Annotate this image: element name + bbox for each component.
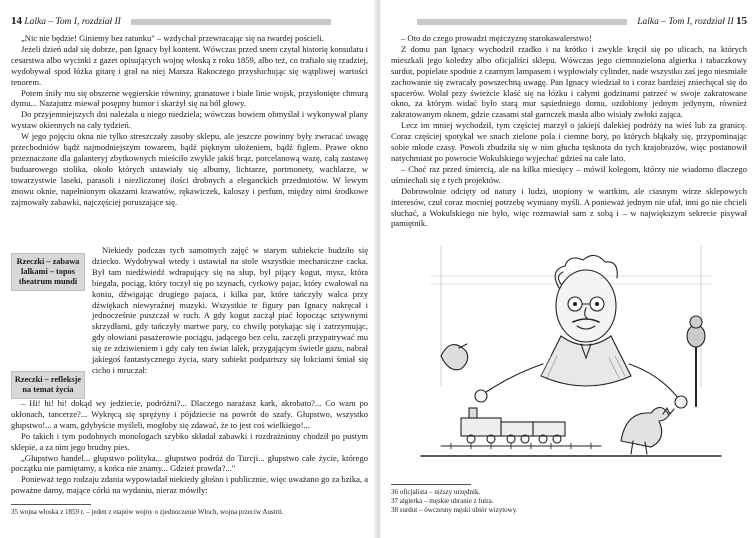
illustration-old-clerk-with-toys (401, 236, 741, 476)
left-running-header (11, 14, 368, 28)
paragraph: Z domu pan Ignacy wychodził rzadko i na krótko i zwykle kręcił się po ulicach, na których mieszkali jego koledzy albo oficjaliści sklepu. Wówczas jego ciemnozielona algierka i tabaczkowy surdut, popielate spodnie z czarnym lampasem i wypłowiały cylinder, nade wszystko zaś jego niesmiałe zachowanie się zwracały powszechną uwagę. Pan Ignacy wiedział to i coraz bardziej zniechęcał się do spacerów. Wolał przy świeżcie klaść się na łóżku i całymi godzinami patrzeć w swoje zakratowane okno, za którym widać było starą mur sąsiedniego domu, ozdobiony jednym jedynym, również zakratowanym oknem, gdzie czasami stał garnczek masła albo wisiały zwłoki zająca. (391, 43, 747, 120)
right-header-rule (417, 19, 627, 25)
paragraph: Dobrowolnie odcięty od natury i ludzi, utopiony w wartkim, ale ciasnym wirze sklepowych interesów, czuł coraz mocniej potrzebę wymiany myśli. A ponieważ jednym nie ufał, inni go nie chcieli słuchać, a Wokulskiego nie było, więc rozmawiał sam z sobą i – w największym sekrecie pisywał pamiętnik. (391, 185, 747, 229)
left-page-number: 14 (11, 15, 22, 27)
left-indented-text (92, 245, 368, 376)
right-main-text (391, 33, 747, 229)
footnote-36: 36 oficjalista – niższy urzędnik. (391, 488, 481, 496)
paragraph: Po takich i tym podobnych monologach szybko składał zabawki i rozdrażniony chodził po pustym sklepie, a za nim jego brudny pies. (11, 430, 368, 452)
right-page (381, 0, 755, 538)
paragraph: Ponieważ tego rodzaju zdania wypowiadał niekiedy głośno i publicznie, więc uważano go za bzika, a poważne damy, mające córki na wydaniu, nieraz mówiły: (11, 474, 368, 496)
right-running-header (391, 14, 747, 28)
paragraph: – Oto do czego prowadzi mężczyznę starokawalerstwo! (401, 33, 592, 43)
paragraph: Do przyjemniejszych dni należała u niego niedziela; wówczas bowiem obmyślał i wykonywał plany wystaw okiennych na cały tydzień. (11, 109, 368, 131)
footnote-rule (391, 484, 471, 485)
paragraph: W jego pojęciu okna nie tylko streszczały zasoby sklepu, ale jeszcze powinny były zwracać uwagę przechodniów bądź najmodniejszym towarem, bądź pięknym ułożeniem, bądź figlem. Prawe okno przeznaczone dla galanteryj zbytkownych mieściło zwykle jakiś brąz, porcelanową wazę, całą zastawę buduarowego stolika, około których ustawiały się albumy, lichtarze, portmonety, wachlarze, w towarzystwie laseki, parasoli i niezliczonej ilości drobnych a eleganckich przedmiotów. W lewym znowu oknie, napełnionym okazami krawatów, rękawiczek, kaloszy i perfum, między nimi środkowe zajmowały zabawki, najczęściej poruszające się. (11, 131, 368, 207)
left-lower-text (11, 398, 368, 496)
left-main-text (11, 33, 368, 208)
right-running-head-title: Lalka – Tom I, rozdział II (637, 17, 734, 27)
left-header-rule (131, 19, 331, 25)
paragraph: Jeżeli dzień udał się dobrze, pan Ignacy był kontent. Wówczas przed snem czytał historię konsulatu i cesarstwa albo wycinki z gazet opisujących wojnę włoską z roku 1859, albo też, co trafiało się rzadziej, wydobywał spod łóżka gitarę i grał na niej Marsza Rakoczego przysłuchując się wątpliwej wartości tenorem. (11, 43, 368, 87)
paragraph: – Choć raz przed śmiercią, ale na kilka miesięcy – mówił kolegom, którzy nie wiadomo dlaczego uśmiechali się z tych projektów. (391, 163, 747, 185)
left-page (0, 0, 374, 538)
paragraph: – Hi! hi! hi! dokąd wy jedziecie, podróżni?... Dlaczego narażasz kark, akrobato?... Co wam po ukłonach, tancerze?... Wykręcą się sprężyny i pójdziecie na powrót do szafy. Głupstwo, wszystko głupstwo!... a wam, gdybyście myśleli, mogłoby się zdawać, że to jest coś wielkiego!... (11, 398, 368, 430)
paragraph: „Głupstwo handel... głupstwo polityka... głupstwo podróż do Turcji... głupstwo całe życie, którego początku nie pamiętamy, a końca nie znamy... Gdzież prawda?..." (11, 452, 368, 474)
right-page-number: 15 (736, 15, 747, 27)
margin-note-1: Rzeczki – zabawa lalkami – topos theatrum mundi (11, 253, 85, 291)
paragraph: „Nic nie będzie! Giniemy bez ratunku" – wzdychał przewracając się na twardej pościeli. (21, 33, 324, 43)
paragraph: Lecz im mniej wychodził, tym częściej marzył o jakiejś dalekiej podróży na wieś lub za granicę. Coraz częściej spotykał we snach zielone pola i ciemne bory, po których błąkały się, przypominając sobie młode czasy. Powoli zbudziła się w nim głucha tęsknota do tych krajobrazów, więc postanowił natychmiast po powrocie Wokulskiego wyjechać gdzieś na całe lato. (391, 120, 747, 163)
left-running-head-title: Lalka – Tom I, rozdział II (24, 17, 121, 27)
footnote-37: 37 algierka – męskie ubranie z futra. (391, 497, 494, 505)
margin-note-2: Rzeczki – refleksje na temat życia (11, 371, 85, 399)
footnote-35: 35 wojna włoska z 1859 r. – jeden z etapów wojny o zjednoczenie Włoch, wojna przeciw Austrii. (11, 508, 284, 516)
paragraph: Potem śniły mu się obszerne węgierskie równiny, granatowe i białe linie wojsk, przysłonięte chmurą dymu... Nazajutrz miewał posępny humor i skarżył się na ból głowy. (11, 87, 368, 109)
paragraph: Niekiedy podczas tych samotnych zajęć w starym subiekcie budziło się dziecko. Wydobywał wtedy i ustawiał na stole wszystkie mechaniczne cacka. Był tam niedźwiedź wdrapujący się na słup, był pijący kogut, mysz, która biegała, pociąg, który toczył się po szynach, cyrkowy pajac, który cwałował na koniu, dźwigając drugiego pajaca, i kilka par, które tańczyły walca przy dźwiękach niewyraźnej muzyki. Wszystkie te figury pan Ignacy nakręcał i jednocześnie puszczał w ruch. A gdy kogut zaczął piać łopocząc sztywnymi skrzydłami, gdy tańczyły martwe pary, co chwilę potykając się i zatrzymując, gdy ołowiani pasażerowie pociągu, jadącego bez celu, zaczęli przypatrywać mu się ze zdziwieniem i gdy cały ten świat lalek, przygającym świetle gazu, nabrał jakiegoś fantastycznego życia, stary subiekt podpartszy się łokciami śmiał się cicho i mruczał: (92, 245, 368, 375)
footnote-rule (11, 504, 91, 505)
footnote-38: 38 surdut – ówczesny męski ubiór wizytowy. (391, 506, 518, 514)
